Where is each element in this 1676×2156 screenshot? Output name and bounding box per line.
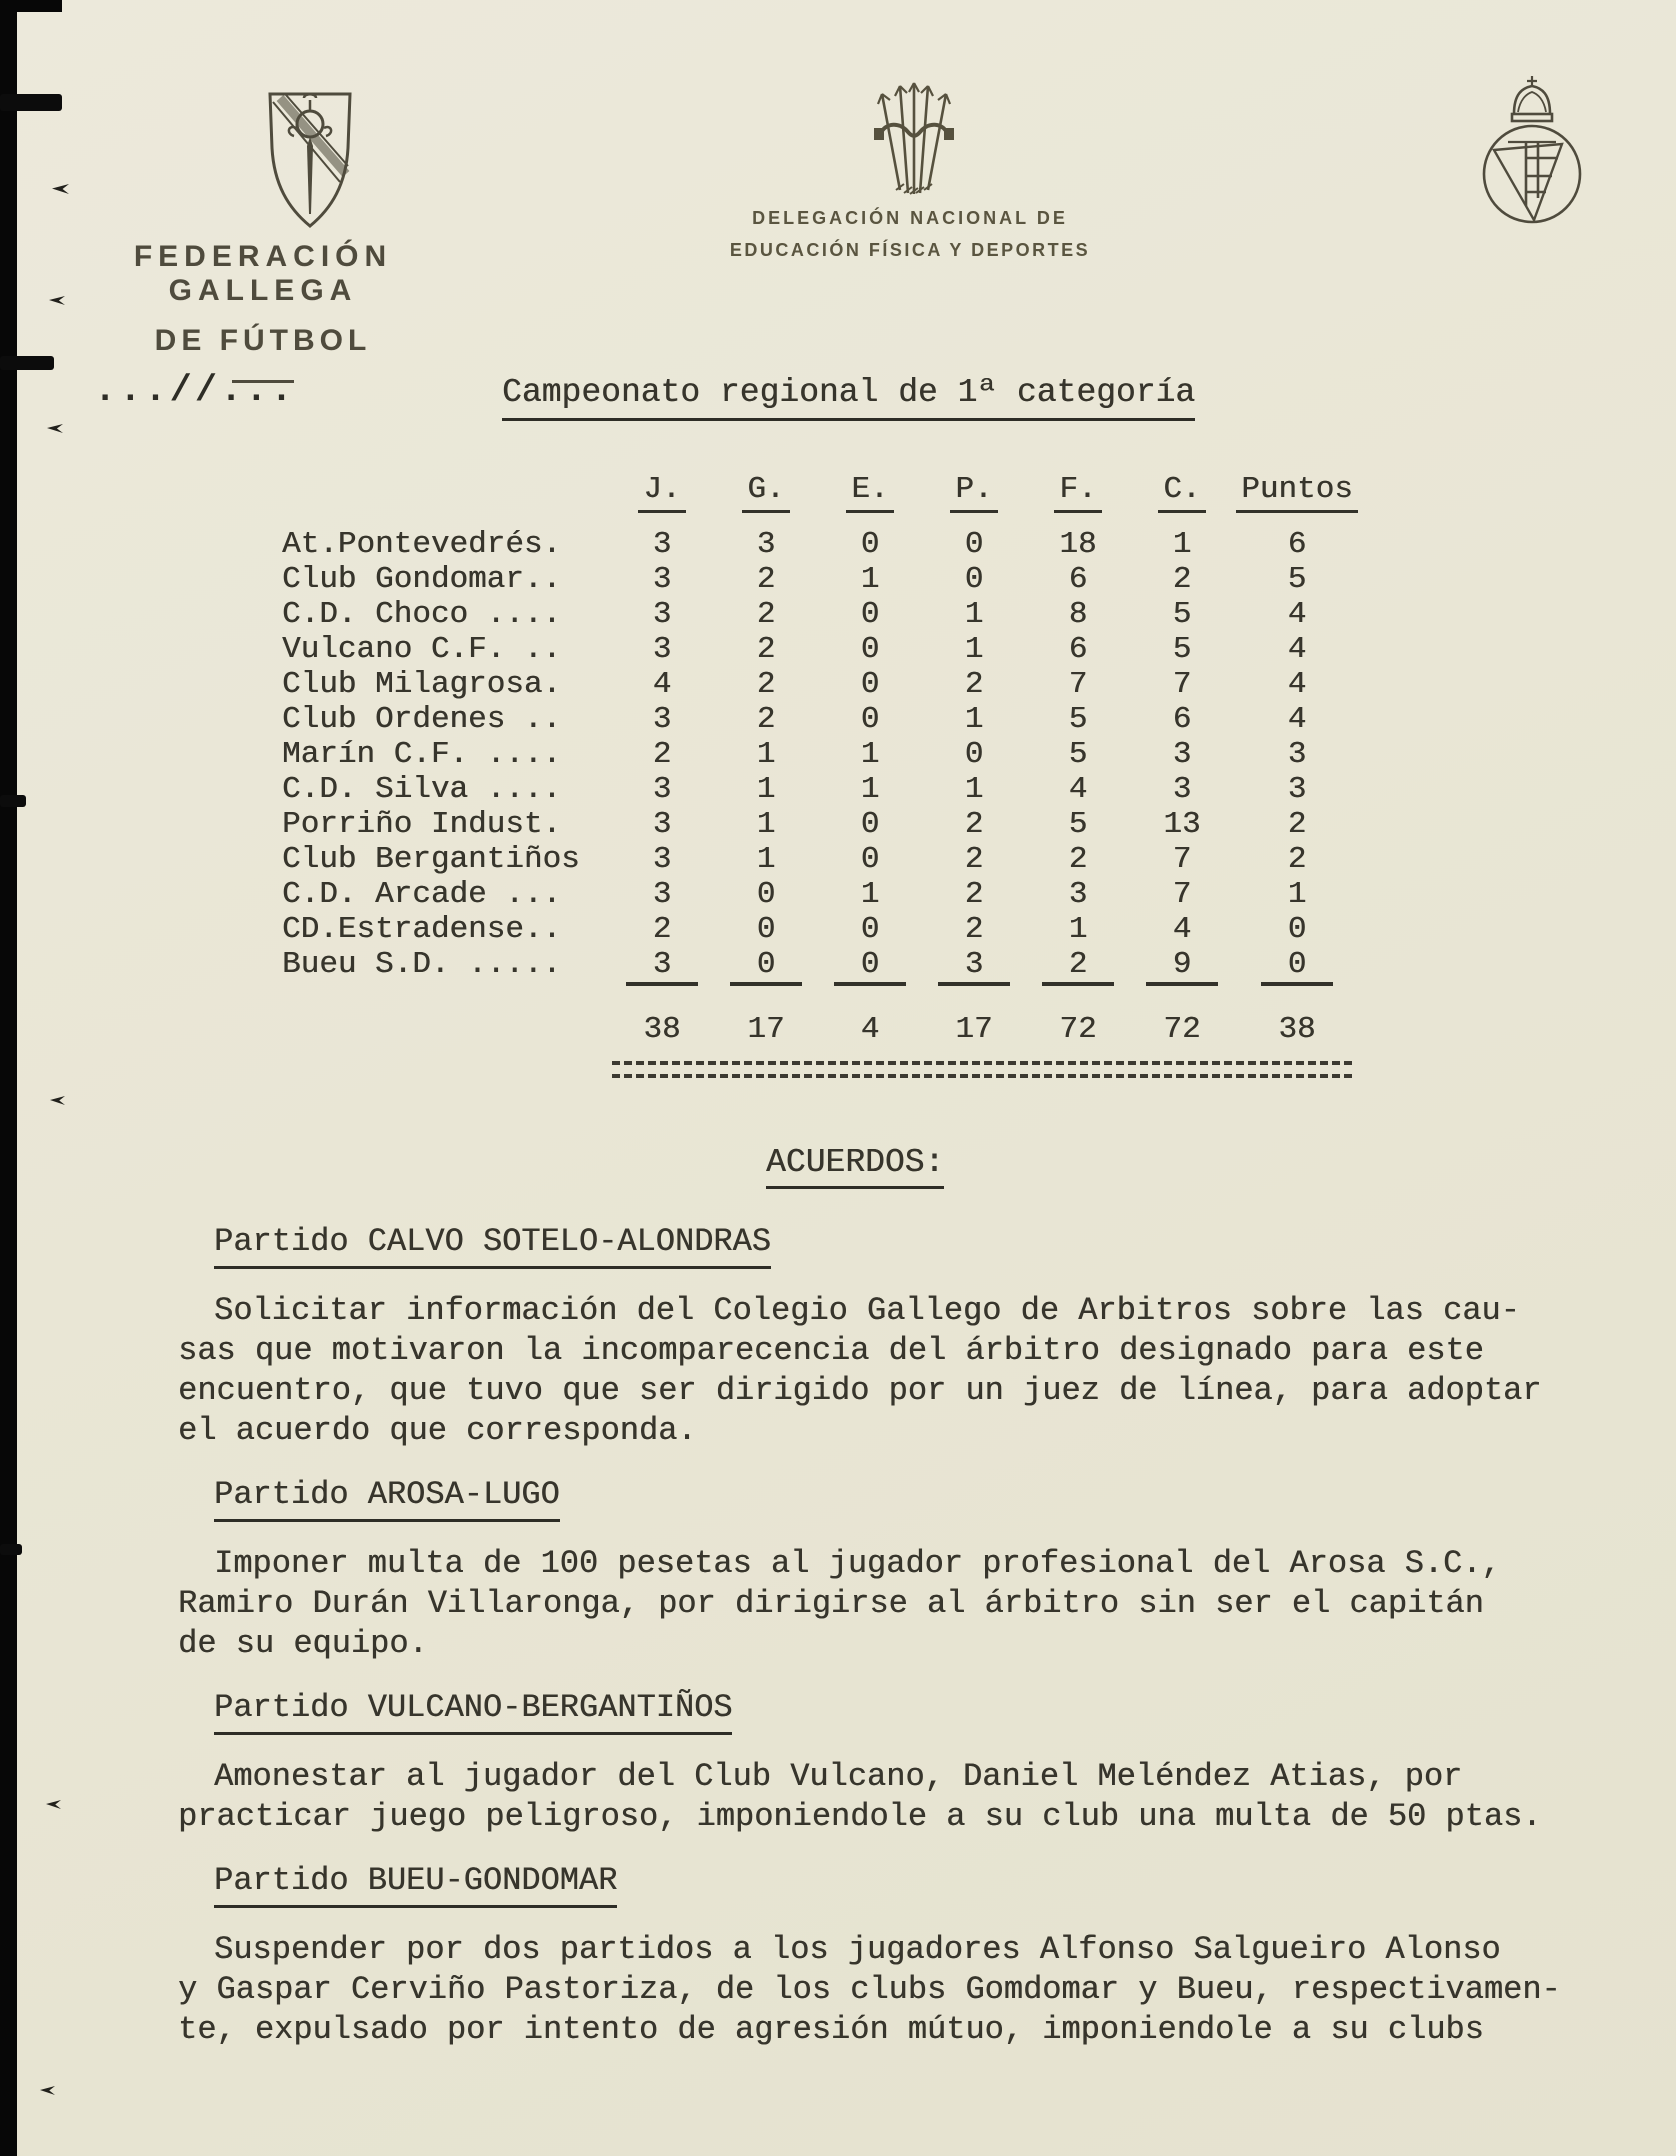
team-name: Vulcano C.F. .. [282,632,562,667]
section-paragraph [178,1291,1628,1451]
stat-puntos: 4 [1287,667,1307,702]
stat-p: 2 [964,807,984,842]
acuerdo-section [178,1475,1628,1664]
standings-title: Campeonato regional de 1ª categoría [502,374,1195,421]
stat-f: 18 [1059,527,1097,562]
table-row [282,667,1360,702]
stat-g: 2 [756,702,776,737]
stat-j: 2 [652,912,672,947]
table-row [282,772,1360,807]
column-header-f: F. [1026,472,1130,513]
stat-c: 4 [1172,912,1192,947]
table-row [282,947,1360,982]
table-body [282,527,1360,982]
section-title-wrap [214,1688,1628,1735]
stat-j: 3 [610,947,714,982]
team-name: Club Bergantiños [282,842,580,877]
stat-j: 3 [652,632,672,667]
table-row [282,842,1360,877]
stat-f: 4 [1068,772,1088,807]
stat-e: 0 [860,702,880,737]
stat-j: 3 [652,877,672,912]
stat-g: 1 [756,737,776,772]
totals-row [282,1012,1360,1047]
binding-stitch-mark [0,795,26,807]
stat-j: 4 [652,667,672,702]
table-row [282,562,1360,597]
paragraph-line: el acuerdo que corresponda. [178,1412,697,1449]
stat-c: 5 [1172,597,1192,632]
total-puntos: 38 [1278,1012,1316,1047]
team-name: Club Ordenes .. [282,702,562,737]
section-title: Partido AROSA-LUGO [214,1475,560,1522]
continuation-mark: ...//... [94,370,296,412]
paragraph-line: Suspender por dos partidos a los jugadores Alfonso Salgueiro Alonso [214,1931,1501,1968]
stat-e: 0 [818,947,922,982]
stat-p: 0 [964,562,984,597]
table-row [282,737,1360,772]
stat-puntos: 4 [1287,597,1307,632]
binding-stitch-mark [0,94,62,111]
stat-f: 2 [1068,842,1088,877]
team-name: Marín C.F. .... [282,737,562,772]
stat-j: 3 [652,597,672,632]
stat-p: 3 [922,947,1026,982]
stat-p: 2 [964,912,984,947]
stat-c: 7 [1172,667,1192,702]
stat-p: 2 [964,877,984,912]
stat-j: 3 [652,702,672,737]
stat-g: 2 [756,632,776,667]
total-c: 72 [1163,1012,1201,1047]
acuerdos-sections [178,1222,1628,2074]
stat-e: 0 [860,842,880,877]
section-title: Partido BUEU-GONDOMAR [214,1861,617,1908]
table-row [282,807,1360,842]
team-name: Club Gondomar.. [282,562,562,597]
paragraph-line: encuentro, que tuvo que ser dirigido por un juez de línea, para adoptar [178,1372,1542,1409]
stat-puntos: 0 [1287,912,1307,947]
column-header-j: J. [610,472,714,513]
stat-f: 5 [1068,737,1088,772]
stat-puntos: 6 [1287,527,1307,562]
delegation-line1: DELEGACIÓN NACIONAL DE [752,208,1068,228]
section-paragraph [178,1930,1628,2050]
totals-spacer [282,1012,610,1047]
yoke-and-arrows-icon [866,78,962,200]
stat-puntos: 2 [1287,807,1307,842]
stat-f: 1 [1068,912,1088,947]
stat-g: 1 [756,772,776,807]
table-row [282,912,1360,947]
stat-puntos: 1 [1287,877,1307,912]
total-p: 17 [955,1012,993,1047]
stat-g: 3 [756,527,776,562]
acuerdo-section [178,1688,1628,1837]
org-name-line1: FEDERACIÓN GALLEGA [133,240,393,307]
stat-c: 5 [1172,632,1192,667]
stat-f: 8 [1068,597,1088,632]
column-header-p: P. [922,472,1026,513]
paragraph-line: sas que motivaron la incomparecencia del árbitro designado para este [178,1332,1484,1369]
paper-fleck [46,1800,61,1809]
paper-fleck [52,184,69,194]
stat-c: 2 [1172,562,1192,597]
section-title-wrap [214,1475,1628,1522]
stat-c: 3 [1172,772,1192,807]
total-g: 17 [747,1012,785,1047]
paragraph-line: de su equipo. [178,1625,428,1662]
table-row [282,597,1360,632]
stat-p: 1 [964,772,984,807]
stat-e: 0 [860,632,880,667]
paper-fleck [40,2086,55,2095]
stat-g: 2 [756,597,776,632]
stat-puntos: 3 [1287,772,1307,807]
stat-j: 2 [652,737,672,772]
scan-edge-top-notch [0,0,62,12]
stat-puntos: 5 [1287,562,1307,597]
table-header-row [282,472,1360,513]
total-j: 38 [643,1012,681,1047]
stat-e: 1 [860,877,880,912]
scan-black-edge [0,0,17,2156]
stat-p: 2 [964,842,984,877]
section-paragraph [178,1544,1628,1664]
stat-f: 6 [1068,562,1088,597]
stat-p: 1 [964,597,984,632]
center-organization-name [688,208,1132,261]
table-row [282,632,1360,667]
paragraph-line: y Gaspar Cerviño Pastoriza, de los clubs Gomdomar y Bueu, respectivamen- [178,1971,1561,2008]
stat-f: 5 [1068,702,1088,737]
double-rule [612,1061,1352,1078]
paragraph-line: Solicitar información del Colegio Gallego de Arbitros sobre las cau- [214,1292,1520,1329]
paragraph-line: Amonestar al jugador del Club Vulcano, Daniel Meléndez Atias, por [214,1758,1463,1795]
stat-c: 13 [1163,807,1201,842]
column-header-puntos: Puntos [1234,472,1360,513]
section-title: Partido VULCANO-BERGANTIÑOS [214,1688,732,1735]
column-header-c: C. [1130,472,1234,513]
stat-g: 0 [756,877,776,912]
section-title-wrap [214,1861,1628,1908]
stat-f: 5 [1068,807,1088,842]
team-name: CD.Estradense.. [282,912,562,947]
acuerdos-heading: ACUERDOS: [766,1144,944,1189]
stat-g: 1 [756,842,776,877]
delegation-line2: EDUCACIÓN FÍSICA Y DEPORTES [729,240,1091,260]
stat-puntos: 4 [1287,702,1307,737]
section-paragraph [178,1757,1628,1837]
team-name: Porriño Indust. [282,807,562,842]
stat-g: 1 [756,807,776,842]
binding-stitch-mark [0,1544,22,1555]
stat-e: 1 [860,772,880,807]
stat-c: 9 [1130,947,1234,982]
spanish-federation-crest-icon [1474,72,1590,232]
stat-puntos: 3 [1287,737,1307,772]
paragraph-line: practicar juego peligroso, imponiendole a su club una multa de 50 ptas. [178,1798,1542,1835]
stat-p: 1 [964,702,984,737]
stat-j: 3 [652,562,672,597]
stat-e: 0 [860,597,880,632]
org-name-line2: DE FÚTBOL [154,324,372,357]
stat-e: 1 [860,737,880,772]
team-name: C.D. Arcade ... [282,877,562,912]
total-e: 4 [860,1012,880,1047]
stat-puntos: 4 [1287,632,1307,667]
paragraph-line: Ramiro Durán Villaronga, por dirigirse al árbitro sin ser el capitán [178,1585,1484,1622]
team-name: At.Pontevedrés. [282,527,562,562]
stat-g: 2 [756,562,776,597]
stat-p: 0 [964,527,984,562]
team-name: Club Milagrosa. [282,667,562,702]
stat-e: 0 [860,807,880,842]
stat-f: 2 [1026,947,1130,982]
team-column-spacer [282,472,610,513]
stat-c: 6 [1172,702,1192,737]
table-row [282,527,1360,562]
stat-c: 1 [1172,527,1192,562]
binding-stitch-mark [0,356,54,370]
paragraph-line: te, expulsado por intento de agresión mútuo, imponiendole a su clubs [178,2011,1484,2048]
stat-f: 3 [1068,877,1088,912]
stat-e: 0 [860,527,880,562]
section-title: Partido CALVO SOTELO-ALONDRAS [214,1222,771,1269]
stat-e: 0 [860,667,880,702]
stat-e: 1 [860,562,880,597]
table-row [282,702,1360,737]
stat-f: 7 [1068,667,1088,702]
total-f: 72 [1059,1012,1097,1047]
paragraph-line: Imponer multa de 100 pesetas al jugador profesional del Arosa S.C., [214,1545,1501,1582]
acuerdo-section [178,1222,1628,1451]
stat-g: 0 [714,947,818,982]
stat-j: 3 [652,772,672,807]
stat-c: 7 [1172,842,1192,877]
paper-fleck [47,424,63,433]
standings-table [282,472,1360,1078]
stat-c: 3 [1172,737,1192,772]
stat-p: 0 [964,737,984,772]
column-header-g: G. [714,472,818,513]
acuerdo-section [178,1861,1628,2050]
column-header-e: E. [818,472,922,513]
galician-federation-shield-icon [260,86,360,232]
stat-e: 0 [860,912,880,947]
team-name: Bueu S.D. ..... [282,947,562,982]
stat-puntos: 0 [1234,947,1360,982]
stat-puntos: 2 [1287,842,1307,877]
stat-p: 2 [964,667,984,702]
stat-p: 1 [964,632,984,667]
paper-fleck [50,1096,65,1105]
stat-j: 3 [652,807,672,842]
team-name: C.D. Choco .... [282,597,562,632]
stat-f: 6 [1068,632,1088,667]
stat-c: 7 [1172,877,1192,912]
stat-g: 2 [756,667,776,702]
team-name: C.D. Silva .... [282,772,562,807]
stat-j: 3 [652,842,672,877]
section-title-wrap [214,1222,1628,1269]
stat-j: 3 [652,527,672,562]
left-organization-name [62,240,464,383]
table-row [282,877,1360,912]
stat-g: 0 [756,912,776,947]
